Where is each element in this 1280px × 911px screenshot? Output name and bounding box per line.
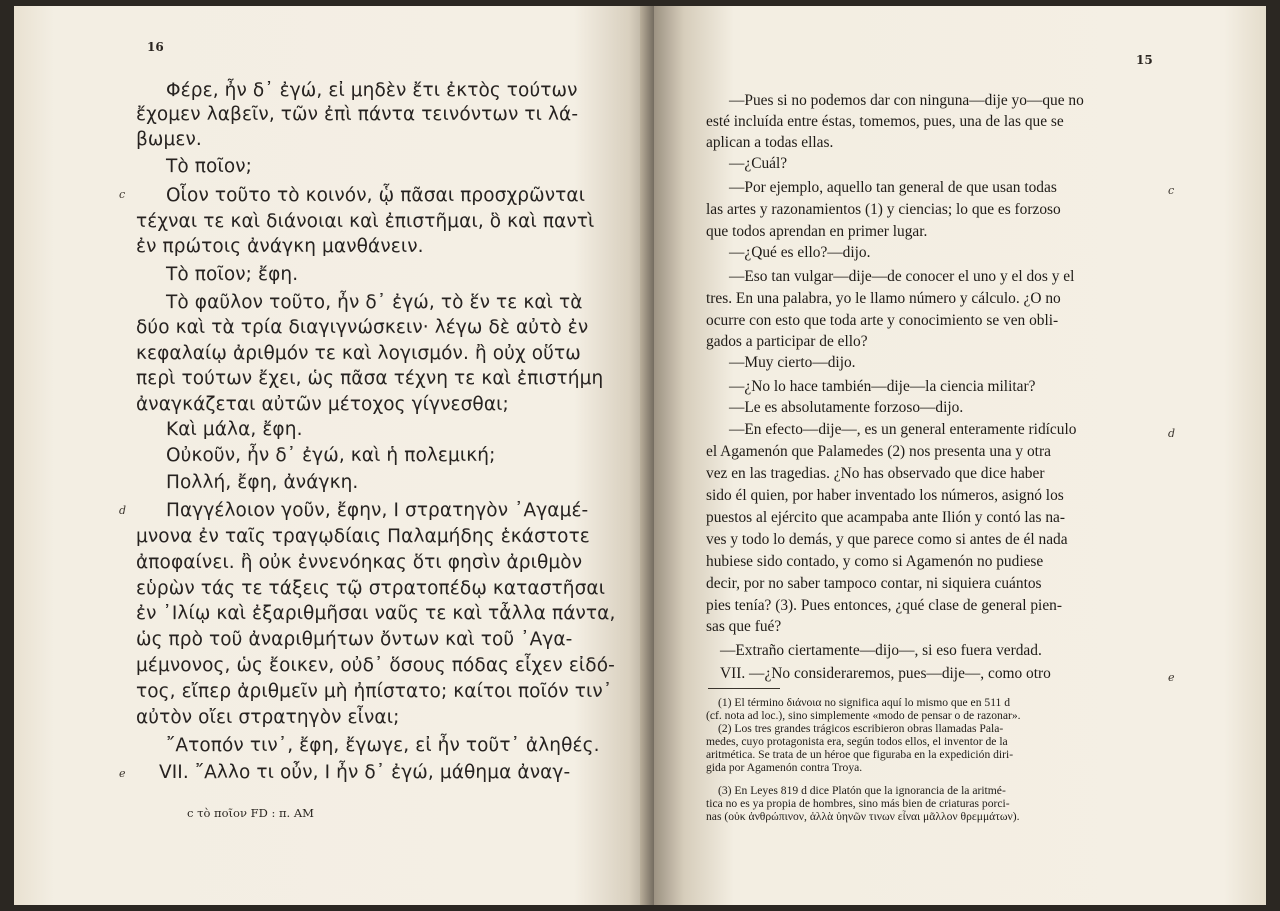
footnote-line: aritmética. Se trata de un héroe que figuraba en la expedición diri-: [706, 748, 1014, 761]
page-number-left: 16: [147, 40, 164, 54]
spanish-line: las artes y razonamientos (1) y ciencias; lo que es forzoso: [706, 201, 1061, 218]
greek-line: ἐν ᾿Ιλίῳ καὶ ἐξαριθμῆσαι ναῦς τε καὶ τἆλλα πάντα,: [136, 603, 616, 624]
greek-line: Οἷον τοῦτο τὸ κοινόν, ᾧ πᾶσαι προσχρῶνται: [166, 185, 586, 206]
page-number-right: 15: [1136, 53, 1153, 67]
greek-line: Πολλή, ἔφη, ἀνάγκη.: [166, 472, 359, 493]
greek-line: ἀναγκάζεται αὐτῶν μέτοχος γίγνεσθαι;: [136, 394, 509, 415]
greek-line: Φέρε, ἦν δ᾽ ἐγώ, εἰ μηδὲν ἔτι ἐκτὸς τούτων: [166, 80, 578, 101]
greek-line: τέχναι τε καὶ διάνοιαι καὶ ἐπιστῆμαι, ὃ καὶ παντὶ: [136, 211, 595, 232]
greek-line: εὑρὼν τάς τε τάξεις τῷ στρατοπέδῳ καταστῆσαι: [136, 578, 606, 599]
spanish-line: ocurre con esto que toda arte y conocimiento se ven obli-: [706, 312, 1059, 329]
spanish-line: ves y todo lo demás, y que parece como si antes de él nada: [706, 531, 1068, 548]
spanish-line: el Agamenón que Palamedes (2) nos presenta una y otra: [706, 443, 1051, 460]
stephanus-margin-letter: c: [119, 188, 126, 201]
stephanus-margin-letter: d: [1168, 427, 1176, 440]
critical-apparatus: c τὸ ποῖον FD : π. AM: [187, 806, 314, 820]
greek-line: μνονα ἐν ταῖς τραγῳδίαις Παλαμήδης ἑκάστοτε: [136, 526, 590, 547]
greek-line: Οὐκοῦν, ἦν δ᾽ ἐγώ, καὶ ἡ πολεμική;: [166, 445, 496, 466]
greek-line: ἀποφαίνει. ἢ οὐκ ἐννενόηκας ὅτι φησὶν ἀριθμὸν: [136, 552, 583, 573]
spanish-line: —Extraño ciertamente—dijo—, si eso fuera verdad.: [720, 642, 1042, 659]
spanish-line: hubiese sido contado, y como si Agamenón no pudiese: [706, 553, 1044, 570]
spanish-line: vez en las tragedias. ¿No has observado que dice haber: [706, 465, 1045, 482]
spanish-line: esté incluída entre éstas, tomemos, pues, una de las que se: [706, 113, 1064, 130]
spanish-line: VII. —¿No consideraremos, pues—dije—, como otro: [720, 665, 1051, 682]
footnote-line: (cf. nota ad loc.), sino simplemente «modo de pensar o de razonar».: [706, 709, 1021, 722]
greek-line: ἔχομεν λαβεῖν, τῶν ἐπὶ πάντα τεινόντων τι λά-: [136, 104, 579, 125]
greek-line: ἐν πρώτοις ἀνάγκη μανθάνειν.: [136, 236, 424, 257]
spanish-line: puestos al ejército que acampaba ante Ilión y contó las na-: [706, 509, 1065, 526]
spanish-line: —Muy cierto—dijo.: [729, 354, 856, 371]
greek-line: δύο καὶ τὰ τρία διαγιγνώσκειν· λέγω δὲ αὐτὸ ἐν: [136, 317, 589, 338]
spanish-line: que todos aprendan en primer lugar.: [706, 223, 928, 240]
footnote-line: tica no es ya propia de hombres, sino más bien de criaturas porci-: [706, 797, 1010, 810]
spanish-line: decir, por no saber tampoco contar, ni siquiera cuántos: [706, 575, 1042, 592]
spanish-line: —Por ejemplo, aquello tan general de que usan todas: [729, 179, 1057, 196]
stephanus-margin-letter: d: [119, 504, 127, 517]
right-page-spanish: [654, 6, 1266, 905]
stephanus-margin-letter: e: [1168, 671, 1175, 684]
spanish-line: —¿Cuál?: [729, 155, 788, 172]
stephanus-margin-letter: e: [119, 767, 126, 780]
greek-line: VII. ῎Αλλο τι οὖν, Ι ἦν δ᾽ ἐγώ, μάθημα ἀναγ-: [159, 762, 571, 783]
left-page-greek: [14, 6, 654, 905]
spanish-line: tres. En una palabra, yo le llamo número y cálculo. ¿O no: [706, 290, 1061, 307]
footnote-rule: [708, 688, 780, 689]
spanish-line: sas que fué?: [706, 618, 782, 635]
greek-line: τος, εἴπερ ἀριθμεῖν μὴ ἠπίστατο; καίτοι ποῖόν τιν᾽: [136, 681, 613, 702]
footnote-line: medes, cuyo protagonista era, según todos ellos, el inventor de la: [706, 735, 1008, 748]
spanish-line: aplican a todas ellas.: [706, 134, 834, 151]
footnote-line: (2) Los tres grandes trágicos escribieron obras llamadas Pala-: [718, 722, 1004, 735]
greek-line: Καὶ μάλα, ἔφη.: [166, 419, 303, 440]
greek-line: μέμνονος, ὡς ἔοικεν, οὐδ᾽ ὅσους πόδας εἶχεν εἰδό-: [136, 655, 615, 676]
footnote-line: gida por Agamenón contra Troya.: [706, 761, 863, 774]
spanish-line: —En efecto—dije—, es un general enteramente ridículo: [729, 421, 1077, 438]
greek-line: αὐτὸν οἴει στρατηγὸν εἶναι;: [136, 707, 400, 728]
greek-line: Τὸ ποῖον; ἔφη.: [166, 264, 299, 285]
footnote-line: (3) En Leyes 819 d dice Platón que la ignorancia de la aritmé-: [718, 784, 1006, 797]
greek-line: περὶ τούτων ἔχει, ὡς πᾶσα τέχνη τε καὶ ἐπιστήμη: [136, 368, 604, 389]
greek-line: Τὸ φαῦλον τοῦτο, ἦν δ᾽ ἐγώ, τὸ ἕν τε καὶ τὰ: [166, 292, 583, 313]
spanish-line: —Eso tan vulgar—dije—de conocer el uno y el dos y el: [729, 268, 1075, 285]
spanish-line: sido él quien, por haber inventado los números, asignó los: [706, 487, 1064, 504]
greek-line: Παγγέλοιον γοῦν, ἔφην, Ι στρατηγὸν ᾿Αγαμέ-: [166, 500, 589, 521]
greek-line: κεφαλαίῳ ἀριθμόν τε καὶ λογισμόν. ἢ οὐχ οὕτω: [136, 343, 581, 364]
spanish-line: —¿No lo hace también—dije—la ciencia militar?: [729, 378, 1036, 395]
footnote-line: (1) El término διάνοια no significa aquí lo mismo que en 511 d: [718, 696, 1011, 709]
stephanus-margin-letter: c: [1168, 184, 1175, 197]
footnote-line: nas (οὐκ ἀνθρώπινον, ἀλλὰ ὑηνῶν τινων εἶναι μᾶλλον θρεμμάτων).: [706, 810, 1020, 823]
greek-line: βωμεν.: [136, 129, 202, 150]
spanish-line: gados a participar de ello?: [706, 333, 868, 350]
spanish-line: —¿Qué es ello?—dijo.: [729, 244, 871, 261]
greek-line: ῎Ατοπόν τιν᾽, ἔφη, ἔγωγε, εἰ ἦν τοῦτ᾽ ἀληθές.: [166, 735, 600, 756]
greek-line: ὡς πρὸ τοῦ ἀναριθμήτων ὄντων καὶ τοῦ ᾿Αγα-: [136, 629, 573, 650]
spanish-line: —Le es absolutamente forzoso—dijo.: [729, 399, 964, 416]
greek-line: Τὸ ποῖον;: [166, 156, 253, 177]
spanish-line: —Pues si no podemos dar con ninguna—dije yo—que no: [729, 92, 1084, 109]
spanish-line: pies tenía? (3). Pues entonces, ¿qué clase de general pien-: [706, 597, 1062, 614]
